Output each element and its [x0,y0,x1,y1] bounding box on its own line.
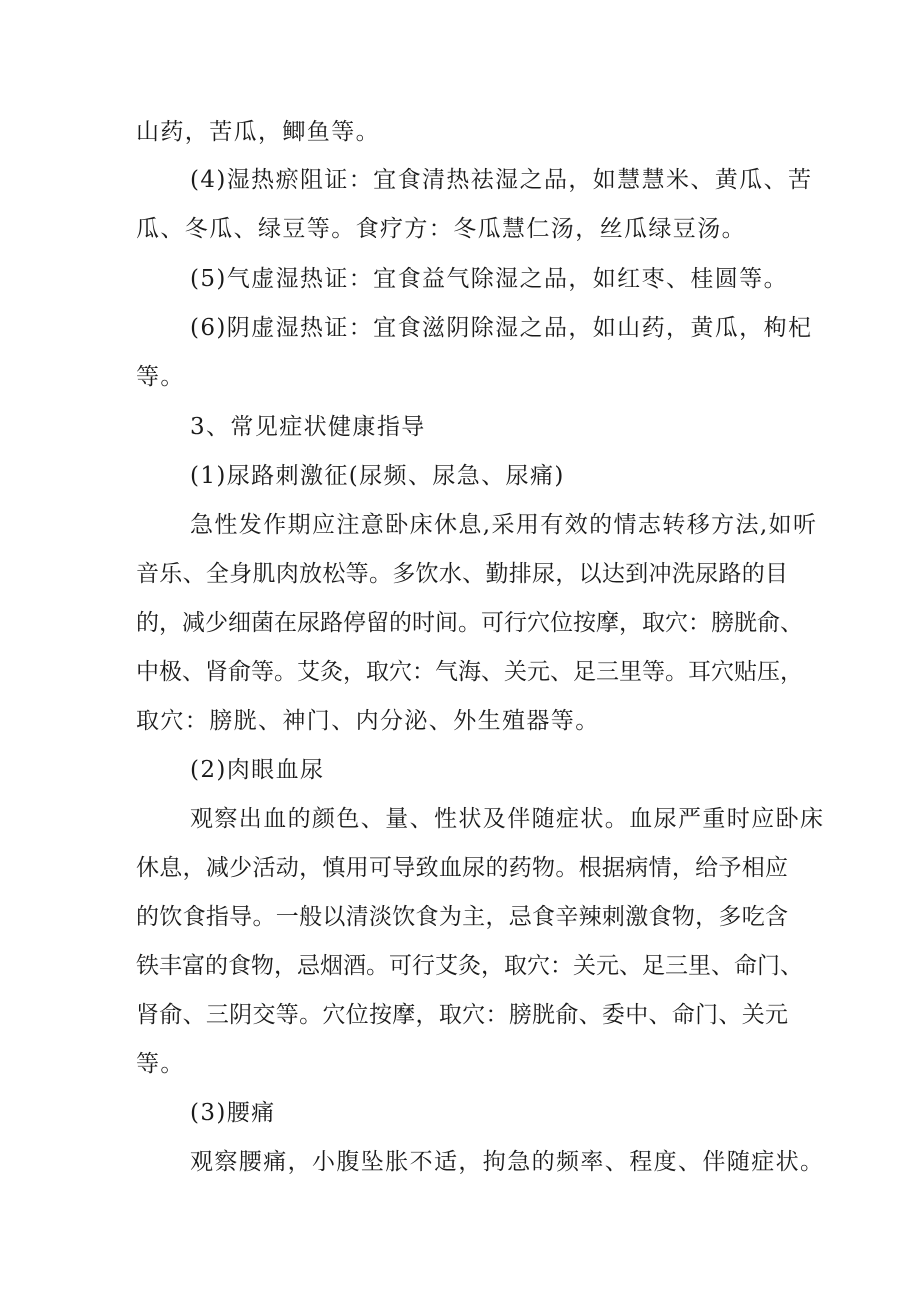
text-line: 急性发作期应注意卧床休息,采用有效的情志转移方法,如听 [190,512,818,538]
text-line: 铁丰富的食物，忌烟酒。可行艾灸，取穴：关元、足三里、命门、 [136,953,803,979]
text-line: 等。 [136,364,185,390]
text-line: 观察腰痛，小腹坠胀不适，拘急的频率、程度、伴随症状。 [190,1149,825,1175]
text-line: (4)湿热瘀阻证：宜食清热祛湿之品，如慧慧米、黄瓜、苦 [190,167,813,193]
text-line: (5)气虚湿热证：宜食益气除湿之品，如红枣、桂圆等。 [190,266,788,292]
text-line: 的，减少细菌在尿路停留的时间。可行穴位按摩，取穴：膀胱俞、 [136,610,803,636]
subsection-heading: (2)肉眼血尿 [190,757,325,783]
text-line: 等。 [136,1051,185,1077]
text-line: 中极、肾俞等。艾灸，取穴：气海、关元、足三里等。耳穴贴压， [136,659,803,685]
text-line: 休息，减少活动，慎用可导致血尿的药物。根据病情，给予相应 [136,855,788,881]
text-line: 观察出血的颜色、量、性状及伴随症状。血尿严重时应卧床 [190,806,825,832]
subsection-heading: (3)腰痛 [190,1100,276,1126]
text-line: 的饮食指导。一般以清淡饮食为主，忌食辛辣刺激食物，多吃含 [136,904,788,930]
text-line: 山药，苦瓜，鲫鱼等。 [136,119,380,145]
section-heading: 3、常见症状健康指导 [190,414,426,440]
text-line: 肾俞、三阴交等。穴位按摩，取穴：膀胱俞、委中、命门、关元 [136,1002,788,1028]
text-line: 取穴：膀胱、神门、内分泌、外生殖器等。 [136,708,600,734]
text-line: 瓜、冬瓜、绿豆等。食疗方：冬瓜慧仁汤，丝瓜绿豆汤。 [136,216,746,242]
text-line: (6)阴虚湿热证：宜食滋阴除湿之品，如山药，黄瓜，枸杞 [190,315,813,341]
subsection-heading: (1)尿路刺激征(尿频、尿急、尿痛) [190,463,565,489]
text-line: 音乐、全身肌肉放松等。多饮水、勤排尿，以达到冲洗尿路的目 [136,561,788,587]
